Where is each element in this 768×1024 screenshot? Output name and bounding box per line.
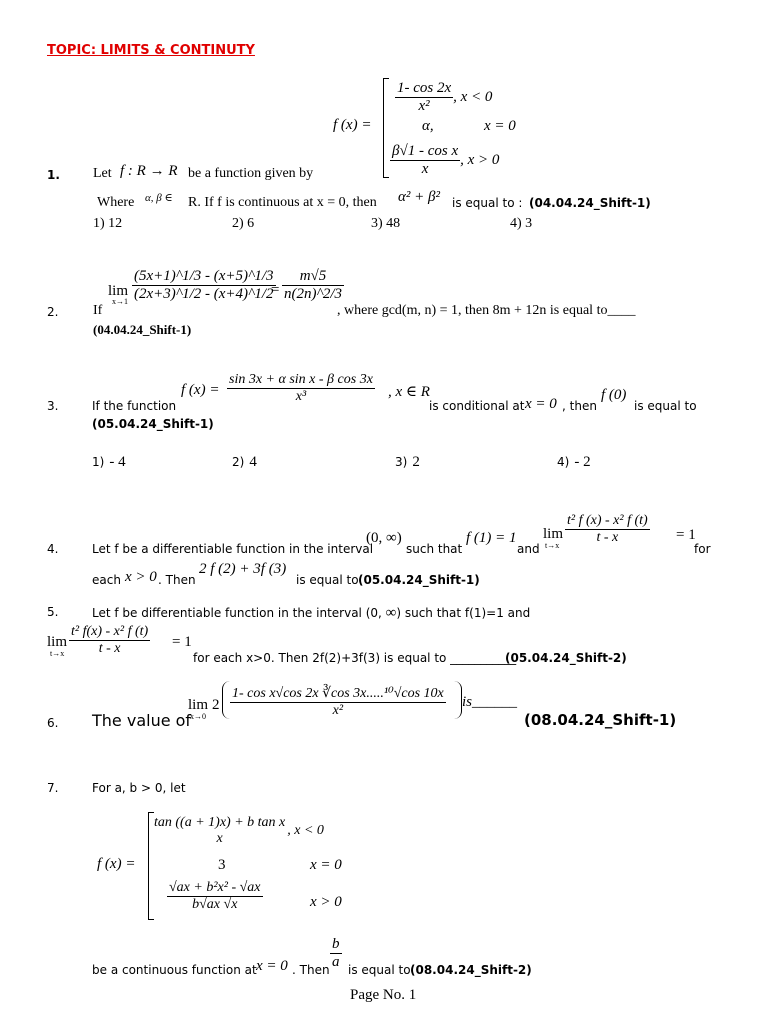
q4-f1: f (1) = 1 bbox=[466, 530, 517, 546]
topic-heading: TOPIC: LIMITS & CONTINUTY bbox=[47, 43, 255, 58]
q5-fraction: $\frac{\text{t² f(x) - x² f (t)}}{t - x}$ bbox=[71, 624, 149, 656]
q4-fraction: $\frac{\text{t² f (x) - x² f (t)}}{t - x}$ bbox=[567, 513, 648, 545]
q1-option-3: 3) 48 bbox=[371, 216, 401, 231]
q1-expression: α² + β² bbox=[398, 189, 440, 205]
q1-where: Where bbox=[97, 195, 135, 210]
q1-case2-condition: x = 0 bbox=[484, 118, 516, 134]
q7-brace bbox=[148, 812, 149, 920]
q7-equal: is equal to bbox=[348, 963, 411, 977]
q3-fx: f (x) = bbox=[181, 382, 220, 398]
q1-case3: $\frac{\text{β√1 - cos x}}{x}$ , x > 0 bbox=[392, 143, 500, 177]
q3-f0: f (0) bbox=[601, 387, 627, 403]
q6-text: The value of bbox=[92, 711, 192, 730]
q5-lim: lim bbox=[47, 634, 68, 650]
q4-and: and bbox=[517, 542, 540, 556]
q6-fraction: $\frac{\text{1- cos x√cos 2x ∛cos 3x.....¹⁰√cos 10x}}{\text{x²}}$ bbox=[232, 686, 444, 718]
q3-domain: , x ∈ R bbox=[388, 384, 430, 400]
q3-option-4: 4) - 2 bbox=[557, 454, 591, 470]
q7-case2-condition: x = 0 bbox=[310, 857, 342, 873]
q2-rhs: $\frac{m√5}{n(2n)\^{}2/3}$ bbox=[284, 268, 342, 302]
q5-lim-sub: t→x bbox=[50, 649, 65, 658]
q5-number: 5. bbox=[47, 605, 59, 619]
q4-text1: Let f be a differentiable function in the interval bbox=[92, 542, 374, 556]
q2-text: , where gcd(m, n) = 1, then 8m + 12n is equal to____ bbox=[337, 303, 636, 318]
q1-case1: $\frac{1- \cos 2x}{\text{x²}}$ , x < 0 bbox=[397, 80, 493, 114]
q3-fraction: $\frac{\text{sin 3x + α sin x - β cos 3x}}{\text{x³}}$ bbox=[229, 372, 373, 404]
q3-option-2: 2) 4 bbox=[232, 454, 257, 470]
q6-two: 2 bbox=[212, 697, 220, 713]
q6-is: is______ bbox=[462, 694, 518, 710]
q6-number: 6. bbox=[47, 716, 59, 730]
q4-shift: (05.04.24_Shift-1) bbox=[358, 573, 480, 587]
q7-case1: tan ((a + 1)x) + b tan x x , x < 0 bbox=[154, 815, 324, 846]
q2-number: 2. bbox=[47, 305, 59, 319]
q4-then: . Then bbox=[158, 573, 196, 587]
q1-option-2: 2) 6 bbox=[232, 216, 255, 231]
q6-shift: (08.04.24_Shift-1) bbox=[524, 711, 677, 729]
q3-option-3: 3) 2 bbox=[395, 454, 420, 470]
q1-option-1: 1) 12 bbox=[93, 216, 123, 231]
q5-text: Let f be differentiable function in the interval (0, ∞) such that f(1)=1 and bbox=[92, 605, 531, 621]
q1-condition: R. If f is continuous at x = 0, then bbox=[188, 195, 377, 210]
q4-interval: (0, ∞) bbox=[366, 530, 402, 546]
q4-lim: lim bbox=[543, 526, 564, 542]
q2-lim-sub: x→1 bbox=[112, 297, 128, 306]
q1-number: 1. bbox=[47, 168, 60, 182]
q5-eq1: = 1 bbox=[172, 634, 192, 650]
q2-shift: (04.04.24_Shift-1) bbox=[93, 322, 192, 337]
q2-fraction: $\frac{(5x+1)\^{}1/3 - (x+5)\^{}1/3}{(2x+3)\^{}1/2 - (x+4)\^{}1/2}$ bbox=[134, 268, 274, 302]
q1-alpha-beta: α, β ∈ bbox=[145, 192, 173, 204]
q6-right-paren bbox=[453, 681, 462, 719]
q1-fx: f (x) = bbox=[333, 117, 372, 133]
q7-shift: (08.04.24_Shift-2) bbox=[410, 963, 532, 977]
q4-x-positive: x > 0 bbox=[125, 569, 157, 585]
q1-brace bbox=[383, 78, 384, 178]
q4-expression: 2 f (2) + 3f (3) bbox=[199, 561, 287, 577]
q1-option-4: 4) 3 bbox=[510, 216, 533, 231]
q3-text1: is conditional at bbox=[429, 399, 525, 413]
q7-then: . Then bbox=[292, 963, 330, 977]
q7-text2: be a continuous function at bbox=[92, 963, 257, 977]
q2-if: If bbox=[93, 303, 103, 318]
q3-text3: is equal to bbox=[634, 399, 697, 413]
q3-number: 3. bbox=[47, 399, 59, 413]
q2-lim: lim bbox=[108, 283, 129, 299]
q7-fx: f (x) = bbox=[97, 856, 136, 872]
q1-map: f : R → R bbox=[120, 163, 178, 179]
q7-case2-value: 3 bbox=[218, 857, 226, 873]
q4-number: 4. bbox=[47, 542, 59, 556]
q5-text2: for each x>0. Then 2f(2)+3f(3) is equal to ___________ bbox=[193, 651, 517, 665]
q7-number: 7. bbox=[47, 781, 59, 795]
q1-case2-value: α, bbox=[422, 118, 434, 134]
q4-eq1: = 1 bbox=[676, 527, 696, 543]
q3-x0: x = 0 bbox=[525, 396, 557, 412]
q3-option-1: 1) - 4 bbox=[92, 454, 126, 470]
q4-equal: is equal to bbox=[296, 573, 359, 587]
q1-text: be a function given by bbox=[188, 166, 314, 181]
q4-each: each bbox=[92, 573, 121, 587]
q1-shift: (04.04.24_Shift-1) bbox=[529, 196, 651, 210]
q1-equal: is equal to : bbox=[452, 196, 523, 210]
q3-lead: If the function bbox=[92, 399, 177, 413]
q6-lim: lim bbox=[188, 697, 209, 713]
q7-b-over-a: $\frac{b}{a}$ bbox=[332, 936, 340, 970]
q5-shift: (05.04.24_Shift-2) bbox=[505, 651, 627, 665]
q4-text2: such that bbox=[406, 542, 463, 556]
q2-equals: = bbox=[270, 282, 281, 298]
q7-text: For a, b > 0, let bbox=[92, 781, 186, 795]
q7-x0: x = 0 bbox=[256, 958, 288, 974]
q3-shift: (05.04.24_Shift-1) bbox=[92, 417, 214, 431]
page-number: Page No. 1 bbox=[350, 987, 417, 1003]
q4-for: for bbox=[694, 542, 711, 556]
q7-case3: $\frac{\text{√ax + b²x² - √ax}}{b√ax √x}$ bbox=[169, 880, 261, 912]
q3-text2: , then bbox=[562, 399, 597, 413]
q6-lim-sub: x→0 bbox=[190, 712, 206, 721]
q7-case3-condition: x > 0 bbox=[310, 894, 342, 910]
q1-let: Let bbox=[93, 166, 112, 181]
q4-lim-sub: t→x bbox=[545, 541, 560, 550]
